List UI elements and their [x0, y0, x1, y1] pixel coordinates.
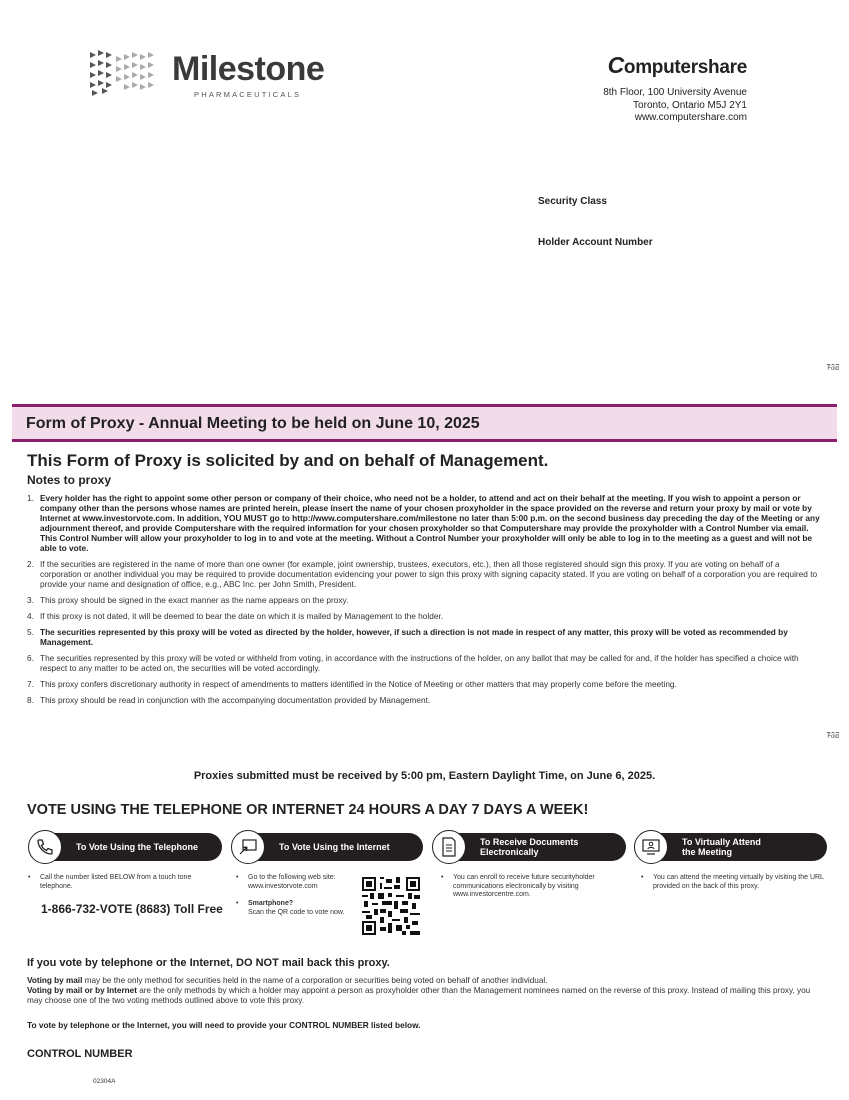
- telephone-icon: [28, 830, 62, 864]
- receive-documents-pill: [434, 833, 626, 861]
- virtual-attend-pill: [636, 833, 827, 861]
- mail-line-bold: Voting by mail or by Internet: [27, 986, 137, 995]
- pill-label: [682, 833, 761, 861]
- internet-instruction: • Go to the following web site: www.investorvote.com: [236, 874, 336, 890]
- note-number: 2.: [27, 559, 34, 569]
- smartphone-heading: Smartphone?: [248, 900, 294, 907]
- notes-heading: Notes to proxy: [27, 473, 112, 487]
- control-number-label: CONTROL NUMBER: [27, 1048, 133, 1060]
- note-number: 1.: [27, 493, 34, 503]
- note-item: [27, 559, 822, 589]
- pill-label-line: To Virtually Attend: [682, 837, 761, 847]
- mail-line-bold: Voting by mail: [27, 976, 83, 985]
- qr-code-icon[interactable]: [362, 877, 420, 935]
- agent-address: [603, 87, 747, 125]
- fold-mark: Fold: [827, 366, 839, 372]
- telephone-instruction: • Call the number listed BELOW from a touch tone telephone.: [28, 874, 192, 890]
- milestone-logo-mark: [90, 50, 154, 96]
- vote-internet-pill: [233, 833, 423, 861]
- agent-address-line: www.computershare.com: [634, 112, 747, 123]
- form-code: 02304A: [93, 1078, 116, 1085]
- agent-logo: [608, 52, 747, 79]
- note-item: [27, 493, 822, 553]
- note-item: [27, 595, 822, 605]
- note-item: [27, 679, 822, 689]
- notes-list: [27, 493, 822, 711]
- note-text: The securities represented by this proxy will be voted as directed by the holder, however, if such a direction is not made in respect of any matter, this proxy will be voted as recommended by Management.: [40, 627, 788, 647]
- agent-address-line: Toronto, Ontario M5J 2Y1: [633, 99, 747, 111]
- note-text: The securities represented by this proxy will be voted or withheld from voting, in accordance with the instructions of the holder, on any ballot that may be called for and, if the holder has specified a choice with respect to any matter to be acted on, the securities will be voted accordingly.: [40, 653, 799, 673]
- issuer-logo-wordmark: Milestone: [172, 50, 325, 88]
- agent-logo-text: omputershare: [623, 57, 747, 78]
- note-text: If this proxy is not dated, it will be deemed to bear the date on which it is mailed by Management to the holder.: [40, 611, 444, 621]
- form-title: Form of Proxy - Annual Meeting to be held on June 10, 2025: [26, 415, 480, 432]
- title-band: [12, 404, 837, 442]
- pill-label: To Vote Using the Internet: [279, 842, 390, 852]
- fold-mark: Fold: [827, 734, 839, 740]
- mail-voting-text: [27, 976, 827, 1006]
- note-number: 6.: [27, 653, 34, 663]
- agent-logo-c: C: [607, 52, 624, 78]
- mail-line-text: are the only methods by which a holder may appoint a person as proxyholder other than the Management nominees named on the reverse of this proxy. Instead of mailing this proxy, you may choose one of the two voting methods outlined above to vote this proxy.: [27, 986, 811, 1005]
- note-text: This proxy confers discretionary authority in respect of amendments to matters identified in the Notice of Meeting or other matters that may properly come before the meeting.: [40, 679, 677, 689]
- telephone-number[interactable]: 1-866-732-VOTE (8683) Toll Free: [41, 902, 223, 916]
- submission-deadline: Proxies submitted must be received by 5:00 pm, Eastern Daylight Time, on June 6, 2025.: [193, 770, 656, 782]
- note-item: [27, 611, 822, 621]
- note-text: This proxy should be read in conjunction with the accompanying documentation provided by Management.: [40, 695, 431, 705]
- note-number: 4.: [27, 611, 34, 621]
- smartphone-instruction: • Smartphone? Scan the QR code to vote now.: [236, 900, 345, 916]
- note-number: 7.: [27, 679, 34, 689]
- mail-line-text: may be the only method for securities held in the name of a corporation or securities being voted on behalf of another individual.: [82, 976, 548, 985]
- virtual-instruction: • You can attend the meeting virtually by visiting the URL provided on the back of this proxy.: [641, 874, 824, 890]
- cursor-icon: [231, 830, 265, 864]
- monitor-person-icon: [634, 830, 668, 864]
- pill-label-line: Electronically: [480, 847, 539, 857]
- note-item: [27, 653, 822, 673]
- issuer-logo-subtitle: PHARMACEUTICALS: [194, 90, 302, 99]
- pill-label: [480, 833, 578, 861]
- note-item: [27, 627, 822, 647]
- control-number-instruction: To vote by telephone or the Internet, you will need to provide your CONTROL NUMBER listed below.: [27, 1020, 421, 1030]
- vote-methods-heading: VOTE USING THE TELEPHONE OR INTERNET 24 HOURS A DAY 7 DAYS A WEEK!: [27, 802, 589, 818]
- note-text: If the securities are registered in the name of more than one owner (for example, joint ownership, trustees, executors, etc.), then all those registered should sign this proxy. If you are voting on behalf of a corporation or another individual you may be required to provide documentation evidencing your power to sign this proxy with signing capacity stated. If you are voting on behalf of a corporation you are required to provide your name and designation of office, e.g., ABC Inc. per John Smith, President.: [40, 559, 818, 589]
- holder-account-label: Holder Account Number: [538, 237, 653, 248]
- pill-label-line: the Meeting: [682, 847, 733, 857]
- document-icon: [432, 830, 466, 864]
- security-class-label: Security Class: [538, 196, 607, 207]
- note-number: 8.: [27, 695, 34, 705]
- note-text: Every holder has the right to appoint some other person or company of their choice, who need not be a holder, to attend and act on their behalf at the meeting. If you wish to appoint a person or company other than the persons whose names are printed herein, please insert the name of your chosen proxyholder in the space provided on the reverse and return your proxy by mail or vote by Internet at www.investorvote.com. In addition, YOU MUST go to http://www.computershare.com/milestone no later than 5:00 p.m. on the second business day preceding the day of the Meeting or any adjournment thereof, and provide Computershare with the required information for your chosen proxyholder so that Computershare may provide the proxyholder with a Control Number via email. This Control Number will allow your proxyholder to log in to and vote at the meeting. Without a Control Number your proxyholder will only be able to log in to the meeting as a guest and will not be able to vote.: [40, 493, 820, 553]
- agent-address-line: 8th Floor, 100 University Avenue: [603, 87, 747, 98]
- note-item: [27, 695, 822, 705]
- documents-instruction: • You can enroll to receive future securityholder communications electronically by visiting www.investorcentre.com.: [441, 874, 595, 898]
- note-number: 3.: [27, 595, 34, 605]
- vote-telephone-pill: [30, 833, 222, 861]
- pill-label: To Vote Using the Telephone: [76, 842, 199, 852]
- do-not-mail-warning: If you vote by telephone or the Internet, DO NOT mail back this proxy.: [27, 957, 390, 969]
- pill-label-line: To Receive Documents: [480, 837, 579, 847]
- note-number: 5.: [27, 627, 34, 637]
- solicitation-heading: This Form of Proxy is solicited by and on behalf of Management.: [27, 451, 549, 470]
- note-text: This proxy should be signed in the exact manner as the name appears on the proxy.: [40, 595, 349, 605]
